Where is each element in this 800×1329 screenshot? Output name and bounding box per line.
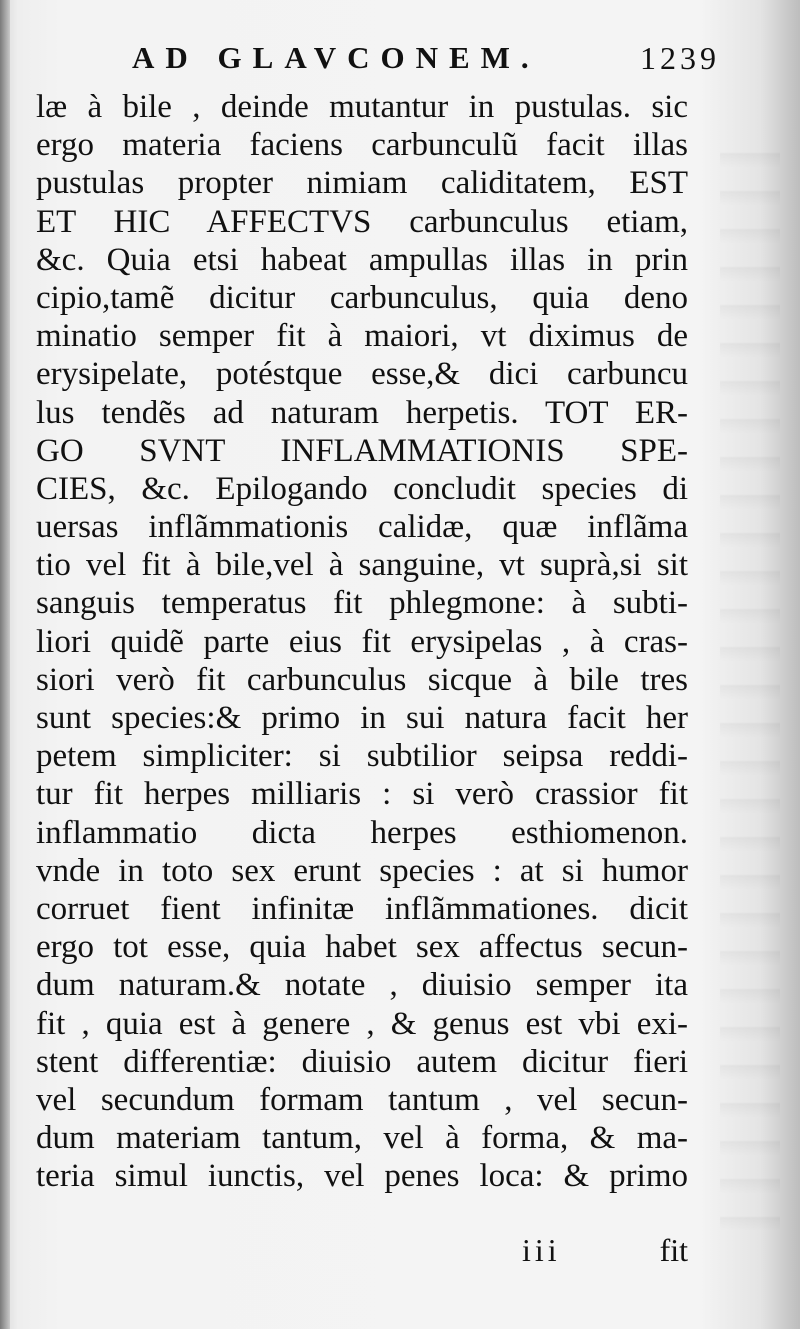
text-line: CIES, &c. Epilogando concludit species di	[36, 470, 688, 507]
text-line: sanguis temperatus fit phlegmone: à subti-	[36, 585, 688, 622]
text-line: inflammatio dicta herpes esthiomenon.	[36, 814, 688, 851]
text-line: vel secundum formam tantum , vel secun-	[36, 1081, 688, 1118]
text-line: petem simpliciter: si subtilior seipsa reddi-	[36, 738, 688, 775]
text-line: sunt species:& primo in sui natura facit her	[36, 700, 688, 736]
text-line: GO SVNT INFLAMMATIONIS SPE-	[36, 432, 688, 469]
body-text	[36, 88, 688, 1195]
page-footer	[36, 1232, 688, 1272]
page-number: 1239	[640, 40, 720, 76]
text-line: fit , quia est à genere , & genus est vbi exi-	[36, 1005, 688, 1042]
text-line: vnde in toto sex erunt species : at si humor	[36, 852, 688, 889]
text-line: tio vel fit à bile,vel à sanguine, vt suprà,si sit	[36, 547, 688, 584]
text-line: uersas inflãmmationis calidæ, quæ inflãma	[36, 509, 688, 546]
scan-edge	[0, 0, 10, 1329]
text-line: &c. Quia etsi habeat ampullas illas in prin	[36, 241, 688, 278]
text-line: ergo tot esse, quia habet sex affectus secun-	[36, 929, 688, 966]
signature-mark: iii	[522, 1232, 561, 1268]
text-line: pustulas propter nimiam caliditatem, EST	[36, 165, 688, 202]
text-line: teria simul iunctis, vel penes loca: & primo	[36, 1158, 688, 1195]
running-title: AD GLAVCONEM.	[132, 40, 540, 75]
text-line: ET HIC AFFECTVS carbunculus etiam,	[36, 203, 688, 240]
catchword: fit	[659, 1232, 688, 1268]
show-through-texture	[720, 130, 780, 1230]
text-line: erysipelate, potéstque esse,& dici carbuncu	[36, 356, 688, 393]
text-line: stent differentiæ: diuisio autem dicitur fieri	[36, 1043, 688, 1080]
text-line: corruet fient infinitæ inflãmmationes. dicit	[36, 890, 688, 927]
text-line: tur fit herpes milliaris : si verò crassior fit	[36, 776, 688, 813]
text-line: dum materiam tantum, vel à forma, & ma-	[36, 1120, 688, 1157]
text-line: ergo materia faciens carbunculũ facit illas	[36, 127, 688, 164]
text-line: dum naturam.& notate , diuisio semper ita	[36, 967, 688, 1004]
running-head	[120, 40, 720, 88]
text-line: minatio semper fit à maiori, vt diximus de	[36, 318, 688, 355]
text-line: cipio,tamẽ dicitur carbunculus, quia deno	[36, 279, 688, 316]
text-line: siori verò fit carbunculus sicque à bile tres	[36, 661, 688, 698]
text-line: lus tendẽs ad naturam herpetis. TOT ER-	[36, 394, 688, 431]
text-line: læ à bile , deinde mutantur in pustulas. sic	[36, 89, 688, 125]
text-line: liori quidẽ parte eius fit erysipelas , à cras-	[36, 623, 688, 660]
